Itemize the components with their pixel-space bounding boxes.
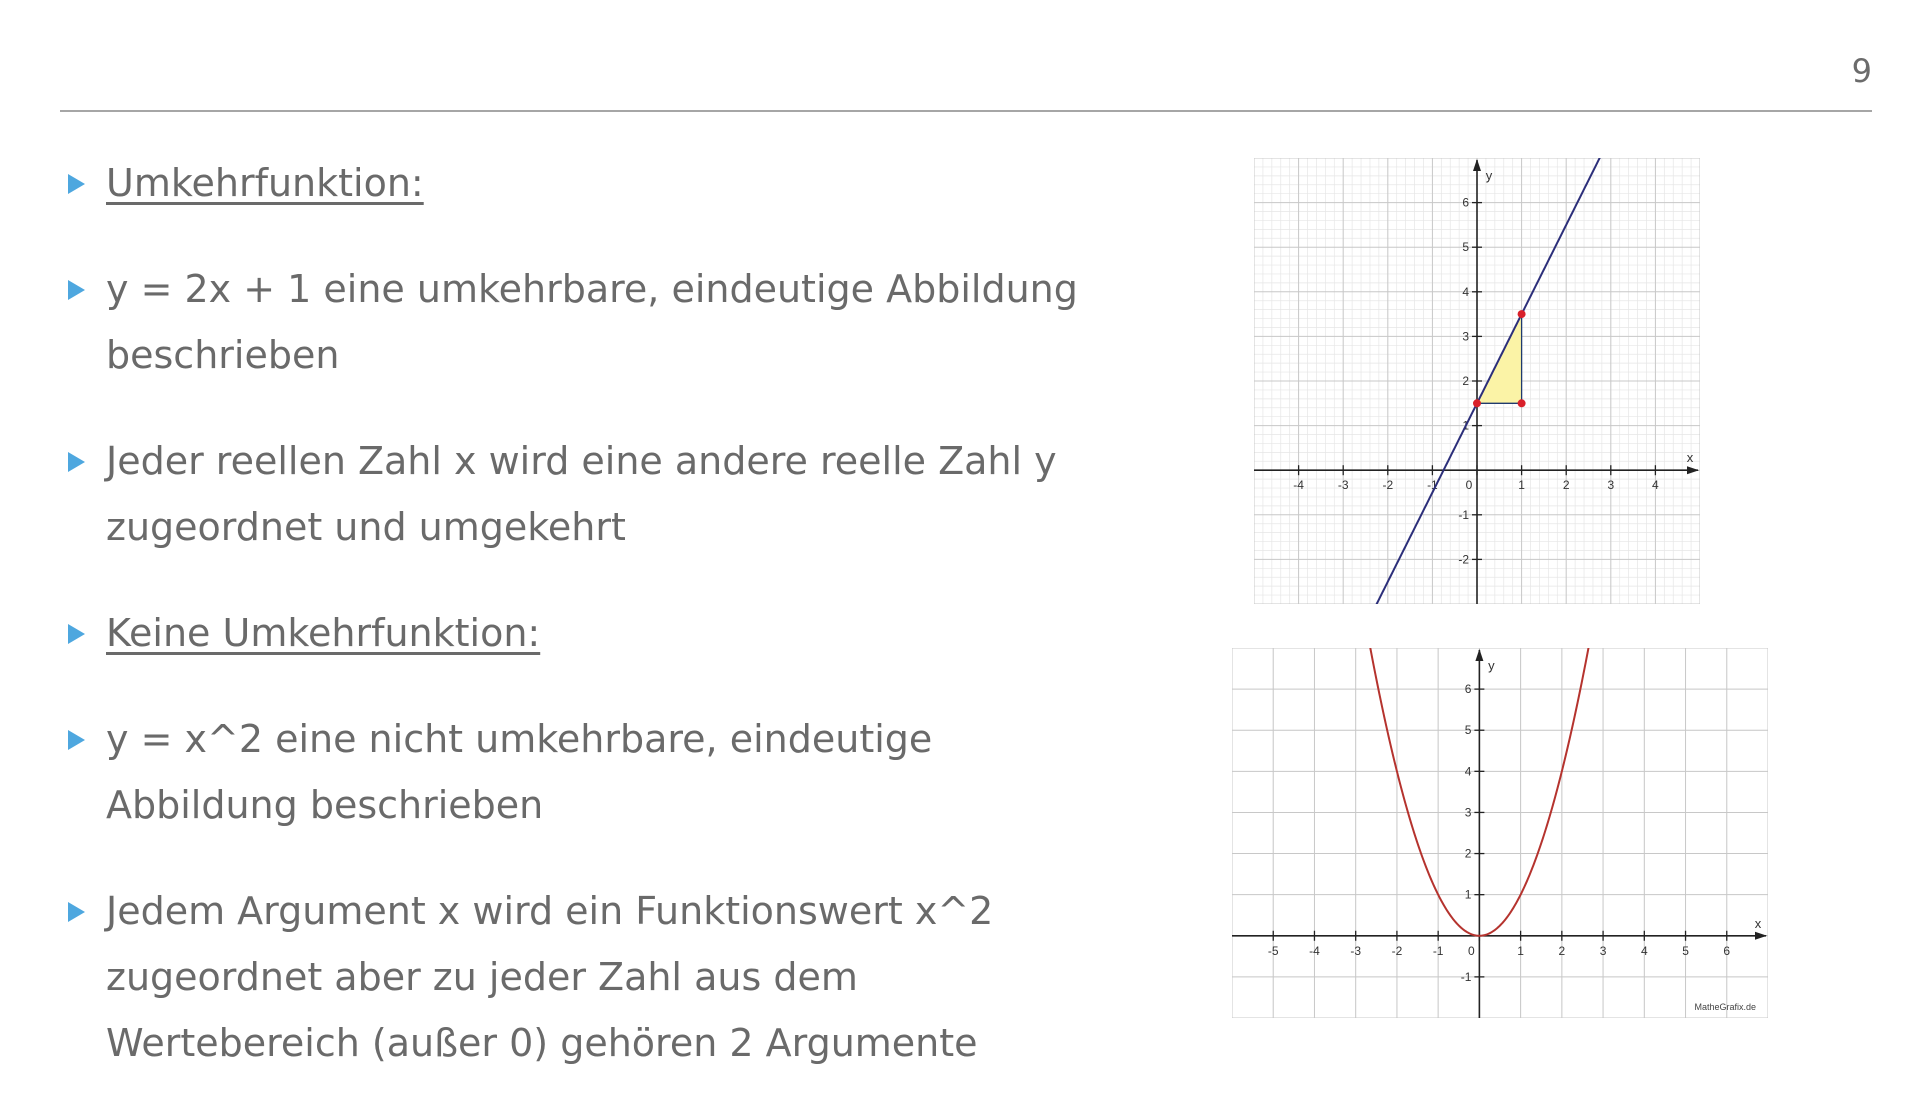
bullet-heading-umkehrfunktion: Umkehrfunktion:: [106, 161, 424, 205]
x-tick-label: -2: [1391, 943, 1403, 958]
y-tick-label: -2: [1458, 552, 1469, 567]
bullet-list: [68, 150, 1088, 1116]
y-tick-label: 6: [1464, 682, 1472, 697]
bullet-item: [68, 256, 1088, 388]
x-tick-label: 0: [1465, 478, 1473, 493]
bullet-text: Jeder reellen Zahl x wird eine andere reelle Zahl y zugeordnet und umgekehrt: [106, 439, 1057, 549]
y-tick-label: 4: [1464, 764, 1472, 779]
x-tick-label: 6: [1723, 943, 1731, 958]
x-tick-label: 2: [1562, 478, 1570, 493]
y-tick-label: 1: [1462, 418, 1469, 433]
linear-function-plot: [1254, 158, 1700, 604]
x-tick-label: -3: [1337, 478, 1349, 493]
page-number: 9: [1851, 52, 1872, 90]
highlight-point: [1518, 399, 1526, 407]
highlight-point: [1518, 310, 1526, 318]
triangle-bullet-icon: [68, 730, 85, 750]
bullet-text: y = x^2 eine nicht umkehrbare, eindeutige Abbildung beschrieben: [106, 717, 933, 827]
plot-background: [1232, 648, 1768, 1018]
y-tick-label: 2: [1464, 846, 1472, 861]
y-tick-label: 2: [1462, 374, 1469, 388]
x-tick-label: 4: [1640, 943, 1648, 958]
x-tick-label: 3: [1607, 478, 1615, 493]
bullet-item: [68, 878, 1088, 1076]
bullet-item: [68, 706, 1088, 838]
triangle-bullet-icon: [68, 280, 85, 300]
header-divider: [60, 110, 1872, 112]
x-tick-label: 1: [1518, 478, 1525, 493]
triangle-bullet-icon: [68, 174, 85, 194]
y-tick-label: 5: [1464, 723, 1472, 738]
x-tick-label: 3: [1599, 943, 1607, 958]
bullet-item: [68, 600, 1088, 666]
linear-function-graph: [1254, 158, 1700, 604]
x-tick-label: -2: [1382, 478, 1394, 493]
x-tick-label: 0: [1468, 943, 1475, 958]
x-tick-label: 5: [1682, 943, 1689, 958]
triangle-bullet-icon: [68, 452, 85, 472]
x-tick-label: -1: [1427, 478, 1438, 493]
x-tick-label: -5: [1267, 943, 1279, 958]
highlight-point: [1473, 399, 1481, 407]
y-tick-label: 1: [1464, 887, 1472, 902]
x-tick-label: -4: [1309, 943, 1320, 958]
bullet-heading-keine-umkehrfunktion: Keine Umkehrfunktion:: [106, 611, 541, 655]
y-tick-label: 6: [1462, 195, 1469, 210]
bullet-text: Jedem Argument x wird ein Funktionswert x^2 zugeordnet aber zu jeder Zahl aus dem Wertebereich (außer 0) gehören 2 Argumente: [106, 889, 994, 1065]
y-tick-label: 4: [1462, 284, 1469, 299]
x-tick-label: -3: [1350, 943, 1362, 958]
bullet-text: y = 2x + 1 eine umkehrbare, eindeutige Abbildung beschrieben: [106, 267, 1078, 377]
x-tick-label: -1: [1432, 943, 1444, 958]
y-tick-label: 5: [1462, 240, 1469, 255]
triangle-bullet-icon: [68, 902, 85, 922]
x-tick-label: 2: [1558, 943, 1566, 958]
x-tick-label: -4: [1293, 478, 1304, 493]
parabola-graph: [1232, 648, 1768, 1018]
y-tick-label: -1: [1458, 507, 1469, 522]
x-axis-label: x: [1686, 450, 1694, 466]
bullet-item: [68, 428, 1088, 560]
y-tick-label: 3: [1462, 329, 1469, 344]
y-tick-label: 3: [1464, 805, 1472, 820]
triangle-bullet-icon: [68, 624, 85, 644]
x-axis-label: x: [1754, 915, 1762, 931]
y-axis-label: y: [1485, 168, 1493, 183]
y-axis-label: y: [1488, 658, 1495, 673]
x-tick-label: 4: [1652, 478, 1659, 493]
x-tick-label: 1: [1517, 943, 1524, 958]
bullet-item: [68, 150, 1088, 216]
y-tick-label: -1: [1460, 969, 1472, 984]
credit-label: MatheGrafix.de: [1694, 1002, 1756, 1012]
parabola-plot: [1232, 648, 1768, 1018]
